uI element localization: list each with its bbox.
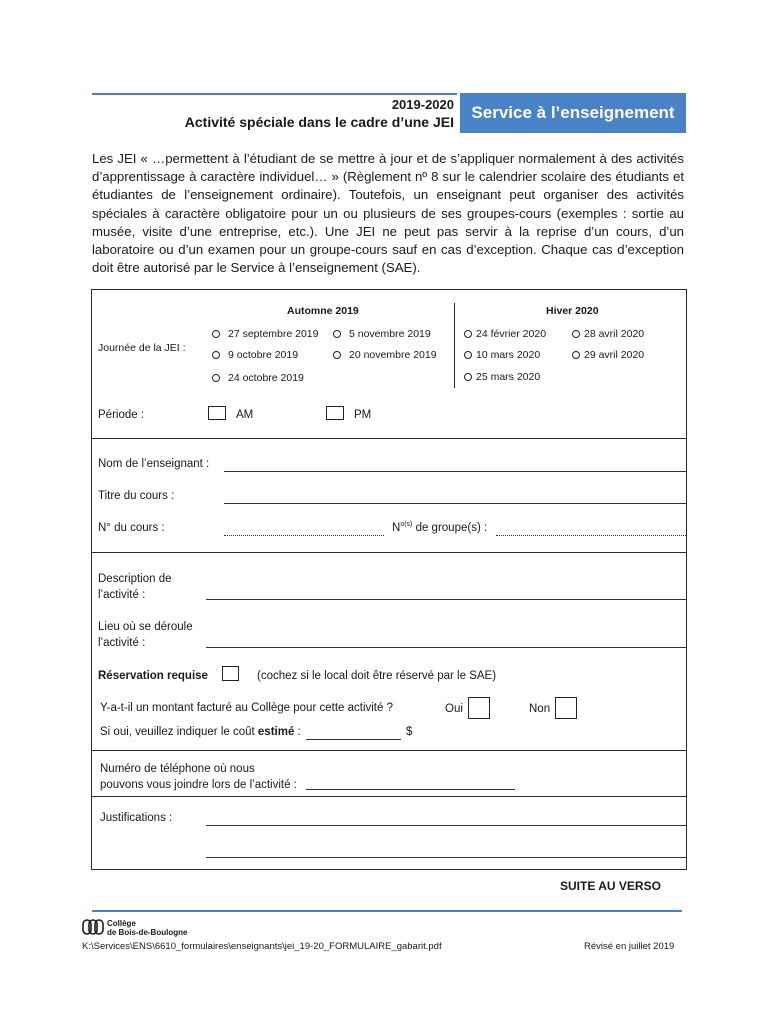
day-label: Journée de la JEI : [98, 342, 186, 354]
college-logo-icon [82, 918, 104, 936]
date-option-5-nov[interactable]: 5 novembre 2019 [333, 328, 431, 340]
radio-icon[interactable] [572, 330, 580, 338]
date-option-29-avr[interactable]: 29 avril 2020 [572, 349, 644, 361]
description-field[interactable] [206, 599, 686, 600]
radio-icon[interactable] [333, 330, 341, 338]
radio-icon[interactable] [464, 373, 472, 381]
cost-field[interactable] [306, 739, 401, 740]
form-title: Activité spéciale dans le cadre d’une JEI [184, 114, 454, 130]
college-name: Collège de Bois-de-Boulogne [107, 919, 188, 937]
reservation-label: Réservation requise [98, 670, 208, 682]
no-label: Non [529, 703, 551, 715]
group-number-label: $N^{o(s)}$ de groupe(s) : [392, 521, 488, 534]
course-title-field[interactable] [224, 503, 686, 504]
no-checkbox[interactable] [555, 697, 577, 719]
radio-icon[interactable] [212, 374, 220, 382]
header-rule [92, 93, 457, 95]
teacher-field[interactable] [224, 471, 686, 472]
cost-label: Si oui, veuillez indiquer le coût estimé : [100, 726, 301, 738]
date-option-20-nov[interactable]: 20 novembre 2019 [333, 349, 437, 361]
section-divider [91, 796, 687, 797]
phone-label: Numéro de téléphone où nous pouvons vous joindre lors de l’activité : [100, 763, 297, 791]
revision-date: Révisé en juillet 2019 [584, 941, 675, 952]
description-label: Description de l’activité : [98, 573, 172, 601]
period-label: Période : [98, 409, 145, 421]
billing-question: Y-a-t-il un montant facturé au Collège pour cette activité ? [100, 702, 393, 714]
radio-icon[interactable] [464, 351, 472, 359]
footer-rule [92, 910, 682, 912]
justifications-field-line-1[interactable] [206, 825, 686, 826]
pm-checkbox[interactable] [326, 406, 344, 420]
location-label: Lieu où se déroule l’activité : [98, 621, 193, 649]
yes-label: Oui [445, 703, 463, 715]
dollar-sign: $ [406, 726, 413, 738]
date-option-10-mars[interactable]: 10 mars 2020 [464, 349, 540, 361]
radio-icon[interactable] [212, 351, 220, 359]
course-number-field[interactable] [224, 535, 384, 536]
teacher-label: Nom de l’enseignant : [98, 458, 210, 470]
date-option-25-mars[interactable]: 25 mars 2020 [464, 371, 540, 383]
location-field[interactable] [206, 647, 686, 648]
am-checkbox[interactable] [208, 406, 226, 420]
service-banner-label: Service à l’enseignement [471, 103, 675, 122]
phone-field[interactable] [306, 789, 515, 790]
justifications-field-line-2[interactable] [206, 857, 686, 858]
season-divider [454, 303, 455, 388]
course-title-label: Titre du cours : [98, 490, 175, 502]
radio-icon[interactable] [464, 330, 472, 338]
file-path: K:\Services\ENS\6610_formulaires\enseignants\jei_19-20_FORMULAIRE_gabarit.pdf [82, 941, 442, 952]
date-option-9-oct[interactable]: 9 octobre 2019 [212, 349, 298, 361]
winter-heading: Hiver 2020 [546, 305, 599, 317]
section-divider [91, 438, 687, 439]
reservation-note: (cochez si le local doit être réservé par le SAE) [257, 670, 497, 682]
school-year: 2019-2020 [391, 97, 454, 112]
date-option-24-oct[interactable]: 24 octobre 2019 [212, 372, 304, 384]
radio-icon[interactable] [212, 330, 220, 338]
section-divider [91, 750, 687, 751]
group-number-field[interactable] [496, 535, 686, 536]
justifications-label: Justifications : [100, 812, 173, 824]
date-option-27-sept[interactable]: 27 septembre 2019 [212, 328, 318, 340]
date-option-24-fev[interactable]: 24 février 2020 [464, 328, 546, 340]
reservation-checkbox[interactable] [222, 666, 239, 681]
course-number-label: N° du cours : [98, 522, 165, 534]
pm-label: PM [354, 409, 372, 421]
radio-icon[interactable] [333, 351, 341, 359]
intro-paragraph: Les JEI « …permettent à l’étudiant de se mettre à jour et de s’appliquer normalement à des activités d’apprentissage à caractère individuel… » (Règlement nº 8 sur le calendrier scolaire des étudiants et étudiantes de l’enseignement ordinaire). Toutefois, un enseignant peut organiser des activités spéciales à caractère obligatoire pour un ou plusieurs de ses groupes-cours (exemples : sortie au musée, visite d’une entreprise, etc.). Une JEI ne peut pas servir à la reprise d’un cours, d’un laboratoire ou d’un examen pour un groupe-cours sauf en cas d’exception. Chaque cas d’exception doit être autorisé par le Service à l’enseignement (SAE). [92, 151, 684, 276]
autumn-heading: Automne 2019 [287, 305, 359, 317]
am-label: AM [236, 409, 254, 421]
continue-overleaf: SUITE AU VERSO [560, 879, 661, 893]
date-option-28-avr[interactable]: 28 avril 2020 [572, 328, 644, 340]
yes-checkbox[interactable] [468, 697, 490, 719]
radio-icon[interactable] [572, 351, 580, 359]
service-banner [460, 93, 686, 133]
section-divider [91, 552, 687, 553]
